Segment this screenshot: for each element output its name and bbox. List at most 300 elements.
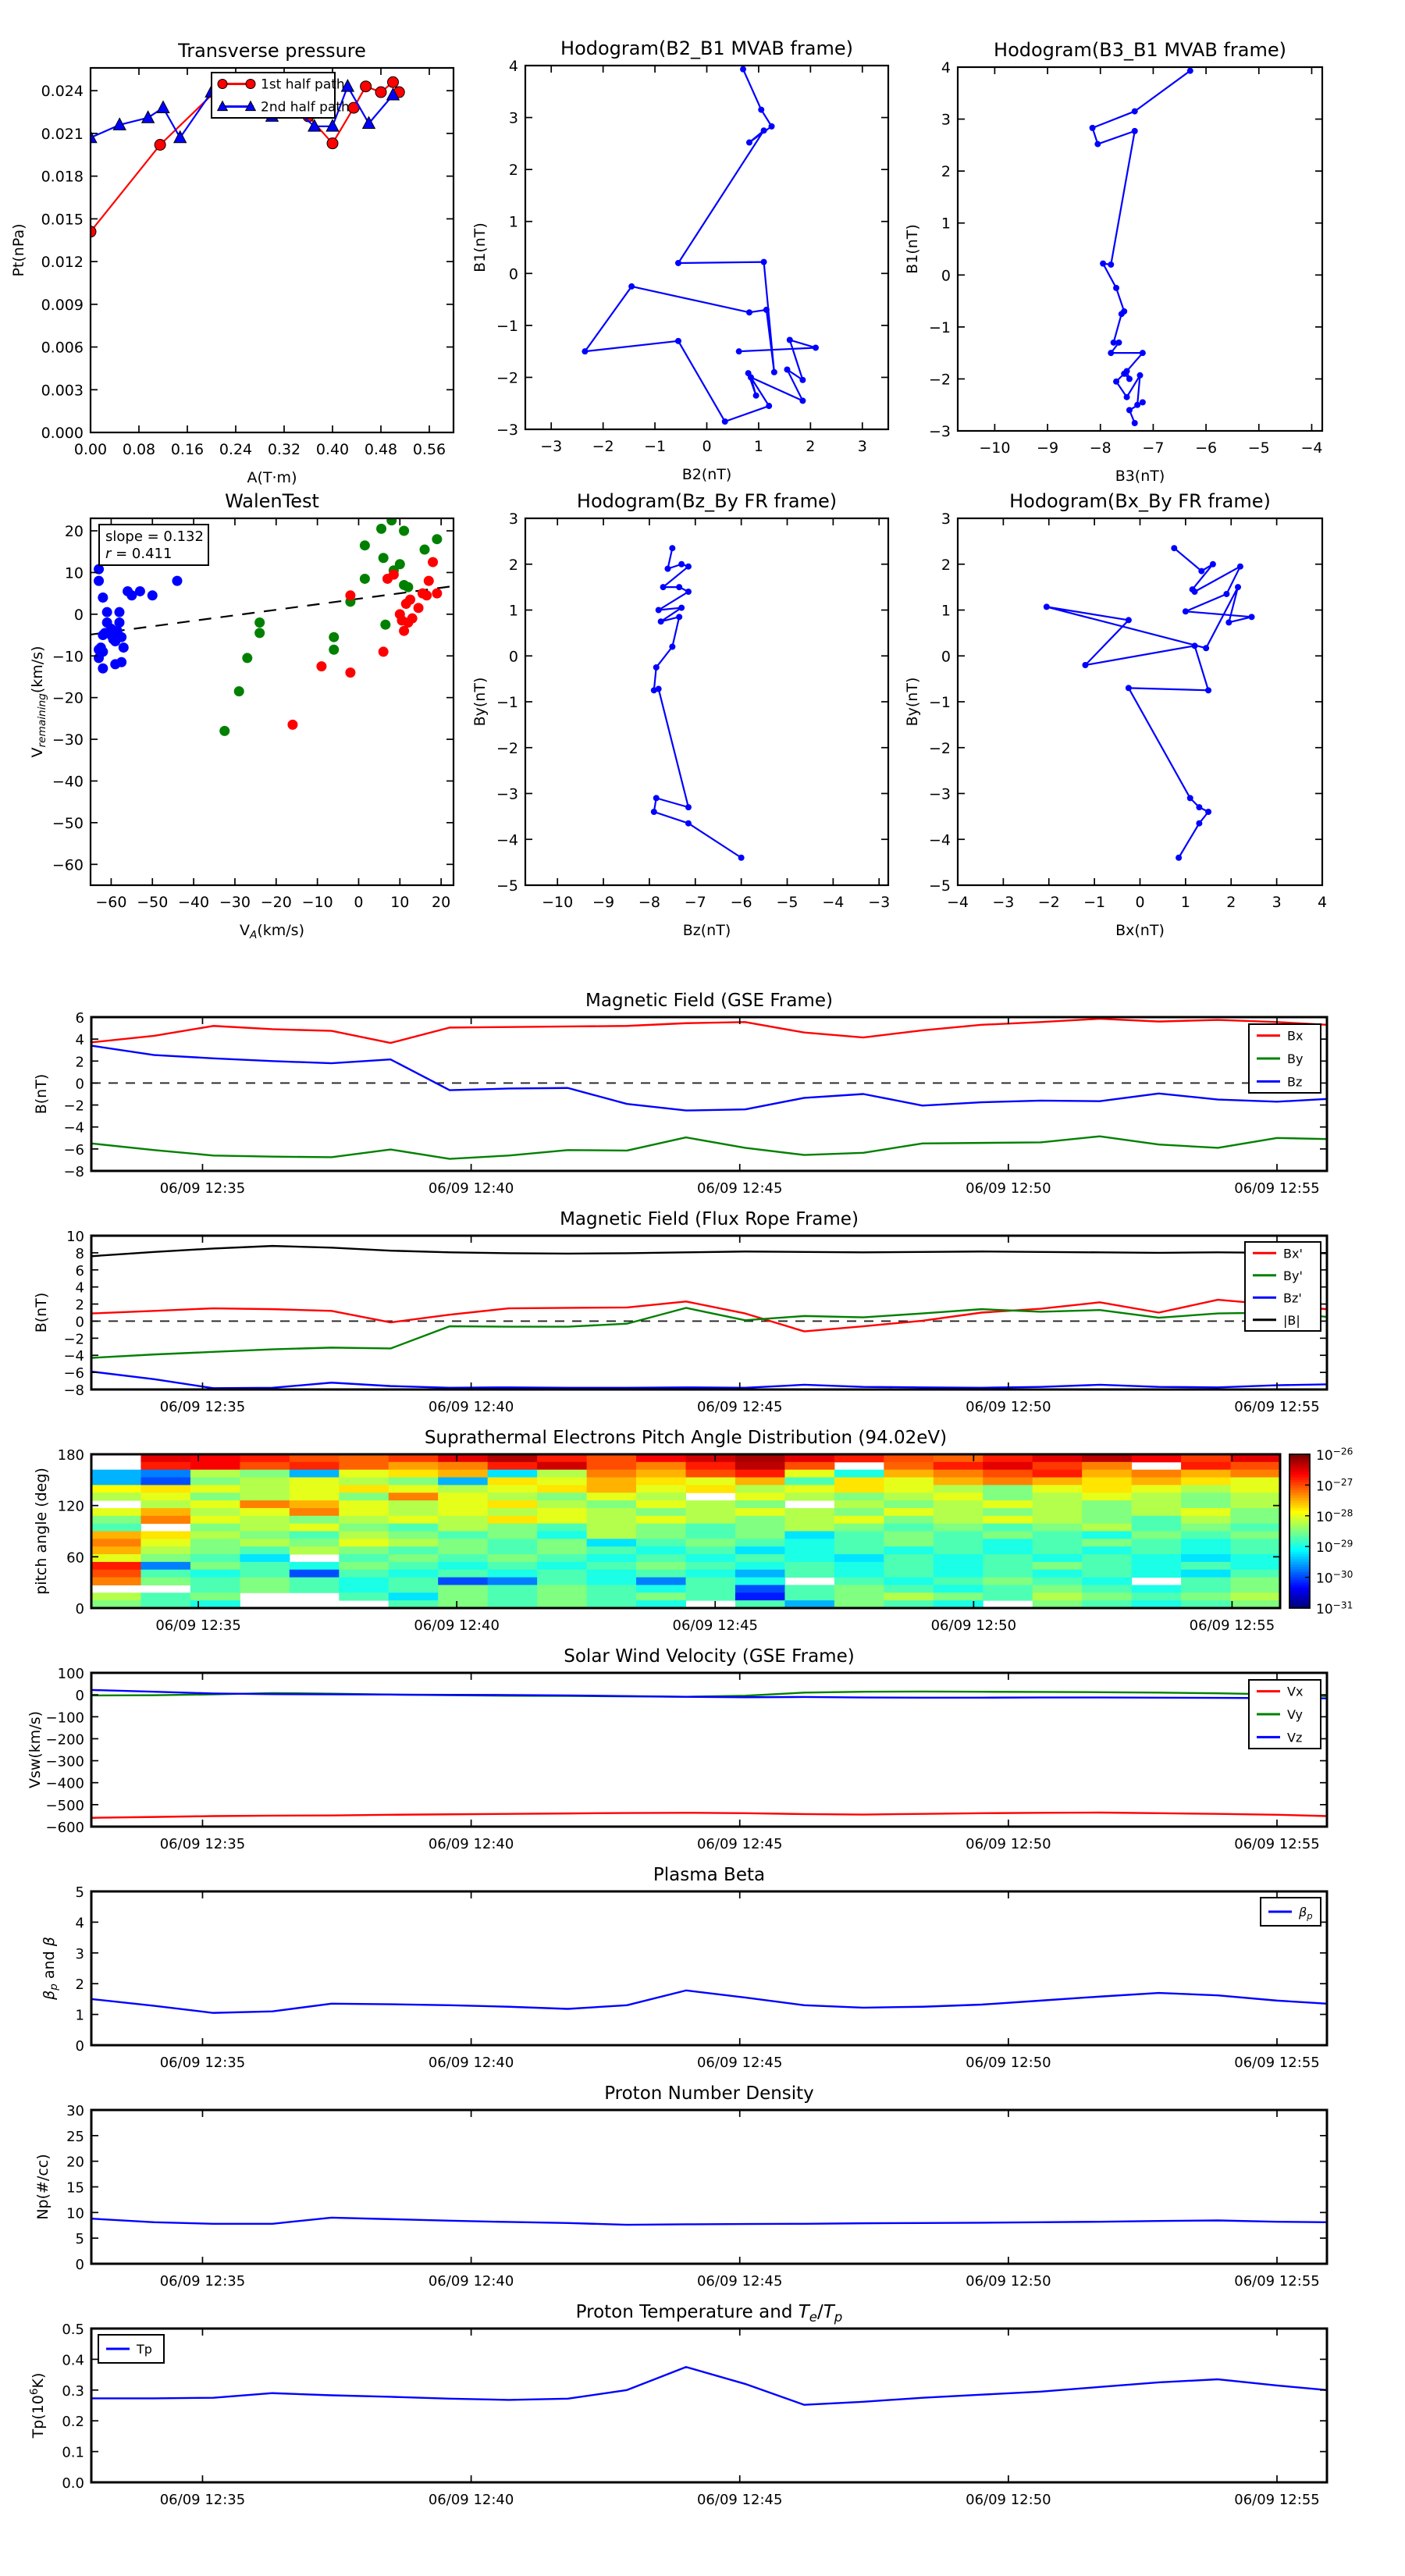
heatmap-cell — [389, 1454, 439, 1462]
y-tick-label: −10 — [52, 648, 84, 666]
y-tick-label: 25 — [66, 2128, 84, 2145]
heatmap-cell — [190, 1570, 240, 1578]
heatmap-cell — [537, 1578, 587, 1585]
marker-dot — [653, 795, 660, 801]
y-tick-label: −2 — [496, 369, 518, 387]
y-tick-label: 0 — [75, 1688, 84, 1705]
x-tick-label: 06/09 12:35 — [159, 2273, 246, 2290]
heatmap-cell — [636, 1516, 686, 1524]
scatter-point-green-cluster — [399, 526, 409, 536]
x-tick-label: 0 — [354, 894, 364, 911]
y-tick-label: −2 — [63, 1331, 84, 1348]
heatmap-cell — [290, 1478, 340, 1485]
marker-dot — [1203, 645, 1209, 651]
axes-frame — [91, 1891, 1327, 2045]
scatter-point-green-cluster — [376, 524, 386, 534]
heatmap-cell — [735, 1470, 785, 1478]
y-tick-label: 2 — [75, 1976, 84, 1994]
annotation-line: slope = 0.132 — [105, 528, 204, 545]
heatmap-cell — [983, 1532, 1033, 1539]
heatmap-cell — [1231, 1454, 1281, 1462]
heatmap-cell — [389, 1524, 439, 1532]
heatmap-cell — [1181, 1516, 1231, 1524]
scatter-point-green-cluster — [254, 628, 265, 638]
scatter-point-blue-cluster — [116, 657, 126, 667]
legend-label: Bx — [1287, 1028, 1304, 1044]
heatmap-cell — [190, 1546, 240, 1554]
heatmap-cell — [488, 1485, 538, 1493]
heatmap-cell — [190, 1585, 240, 1592]
x-axis-label: $V_A(km/s)$ — [240, 922, 304, 942]
legend-label: 2nd half path — [261, 99, 350, 116]
heatmap-cell — [636, 1478, 686, 1485]
heatmap-cell — [934, 1539, 984, 1546]
heatmap-cell — [290, 1539, 340, 1546]
colorbar-tick-label: $10^{-28}$ — [1316, 1507, 1353, 1525]
heatmap-cell — [190, 1508, 240, 1516]
y-axis-label: Pt(nPa) — [10, 223, 27, 277]
heatmap-cell — [686, 1516, 736, 1524]
axes-frame — [91, 518, 454, 885]
x-tick-label: −2 — [1037, 894, 1060, 911]
heatmap-cell — [1033, 1485, 1083, 1493]
scatter-point-blue-cluster — [98, 592, 108, 603]
heatmap-cell — [488, 1585, 538, 1592]
y-tick-label: −3 — [496, 422, 518, 439]
chart-proton-temperature — [28, 2302, 1327, 2508]
chart-mag-fr — [33, 1209, 1327, 1415]
heatmap-cell — [686, 1539, 736, 1546]
chart-title: Solar Wind Velocity (GSE Frame) — [564, 1646, 855, 1667]
y-tick-label: 0 — [75, 2257, 84, 2273]
heatmap-cell — [983, 1478, 1033, 1485]
y-tick-label: 0.006 — [41, 339, 84, 357]
chart-title: WalenTest — [225, 490, 319, 512]
y-axis-label: B1(nT) — [904, 224, 921, 274]
heatmap-cell — [636, 1470, 686, 1478]
heatmap-cell — [735, 1554, 785, 1562]
series-line-by-prime — [91, 1308, 1327, 1357]
y-tick-label: 0.009 — [41, 296, 84, 314]
x-tick-label: −9 — [592, 894, 615, 911]
y-tick-label: 2 — [75, 1054, 84, 1071]
x-tick-label: 06/09 12:40 — [428, 2273, 514, 2290]
x-tick-label: 06/09 12:35 — [159, 2055, 246, 2071]
marker-dot — [1115, 340, 1122, 346]
heatmap-cell — [834, 1570, 884, 1578]
marker-dot — [1126, 407, 1133, 413]
y-tick-label: 0.021 — [41, 125, 84, 143]
scatter-point-blue-cluster — [114, 607, 124, 617]
x-axis-label: A(T⋅m) — [247, 469, 297, 486]
y-tick-label: 0.1 — [62, 2444, 84, 2461]
heatmap-cell — [1132, 1500, 1182, 1508]
heatmap-cell — [884, 1470, 934, 1478]
heatmap-cell — [1181, 1578, 1231, 1585]
y-axis-label: B1(nT) — [471, 222, 489, 272]
heatmap-cell — [934, 1493, 984, 1500]
heatmap-cell — [1181, 1524, 1231, 1532]
heatmap-cell — [339, 1532, 389, 1539]
chart-solar-wind-velocity — [27, 1646, 1327, 1852]
y-tick-label: 5 — [75, 1884, 84, 1901]
heatmap-cell — [389, 1539, 439, 1546]
heatmap-cell — [884, 1485, 934, 1493]
heatmap-cell — [488, 1546, 538, 1554]
heatmap-cell — [636, 1454, 686, 1462]
heatmap-cell — [1132, 1562, 1182, 1570]
heatmap-cell — [784, 1462, 834, 1470]
y-tick-label: 4 — [941, 59, 951, 76]
heatmap-cell — [686, 1462, 736, 1470]
heatmap-cell — [983, 1493, 1033, 1500]
heatmap-cell — [784, 1454, 834, 1462]
chart-plasma-beta — [41, 1865, 1327, 2071]
heatmap-cell — [735, 1578, 785, 1585]
heatmap-cell — [389, 1500, 439, 1508]
chart-title: Proton Number Density — [604, 2083, 814, 2104]
x-tick-label: 10 — [390, 894, 410, 911]
heatmap-cell — [91, 1478, 141, 1485]
heatmap-cell — [1033, 1554, 1083, 1562]
marker-dot — [685, 564, 692, 570]
y-tick-label: 1 — [75, 2007, 84, 2024]
y-tick-label: 10 — [66, 2205, 84, 2222]
heatmap-cell — [983, 1454, 1033, 1462]
heatmap-cell — [983, 1546, 1033, 1554]
heatmap-cell — [686, 1585, 736, 1592]
x-tick-label: −7 — [684, 894, 706, 911]
heatmap-cell — [1181, 1462, 1231, 1470]
heatmap-cell — [537, 1539, 587, 1546]
marker-dot — [746, 309, 752, 315]
heatmap-cell — [438, 1508, 488, 1516]
heatmap-cell — [884, 1585, 934, 1592]
heatmap-cell — [1033, 1532, 1083, 1539]
x-tick-label: −3 — [868, 894, 891, 911]
x-tick-label: 06/09 12:45 — [696, 2273, 783, 2290]
heatmap-cell — [537, 1570, 587, 1578]
heatmap-cell — [240, 1554, 290, 1562]
heatmap-cell — [190, 1478, 240, 1485]
heatmap-cell — [1033, 1500, 1083, 1508]
chart-walen-test — [29, 490, 454, 941]
y-tick-label: −6 — [63, 1141, 84, 1158]
marker-dot — [748, 374, 754, 380]
heatmap-cell — [1231, 1562, 1281, 1570]
scatter-point-blue-cluster — [94, 653, 104, 663]
heatmap-cell — [735, 1546, 785, 1554]
heatmap-cell — [339, 1516, 389, 1524]
heatmap-cell — [587, 1454, 637, 1462]
y-tick-label: −50 — [52, 814, 84, 832]
heatmap-cell — [140, 1546, 190, 1554]
x-tick-label: 06/09 12:35 — [159, 1180, 246, 1197]
scatter-point-blue-cluster — [114, 617, 124, 628]
x-tick-label: 06/09 12:50 — [966, 2055, 1051, 2071]
heatmap-cell — [1181, 1470, 1231, 1478]
series-line-beta-p — [91, 1991, 1327, 2013]
marker-dot — [669, 545, 675, 551]
y-tick-label: −5 — [496, 877, 518, 895]
marker-dot — [664, 566, 670, 572]
x-tick-label: 06/09 12:50 — [966, 1836, 1051, 1852]
x-tick-label: 06/09 12:50 — [966, 1180, 1051, 1197]
chart-title: Proton Temperature and $T_e/T_p$ — [575, 2302, 843, 2325]
y-tick-label: 0 — [75, 1601, 84, 1617]
plot-area — [582, 66, 819, 425]
x-tick-label: −1 — [1083, 894, 1106, 911]
heatmap-cell — [290, 1585, 340, 1592]
heatmap-cell — [488, 1524, 538, 1532]
heatmap-cell — [1181, 1485, 1231, 1493]
heatmap-cell — [934, 1478, 984, 1485]
heatmap-cell — [1231, 1554, 1281, 1562]
heatmap-cell — [290, 1500, 340, 1508]
marker-dot — [799, 397, 806, 404]
y-tick-label: 0.003 — [41, 382, 84, 400]
marker-dot — [787, 336, 793, 343]
x-tick-label: 06/09 12:40 — [428, 1399, 514, 1415]
marker-dot — [1187, 795, 1193, 801]
marker-dot — [753, 393, 759, 399]
y-tick-label: 0.015 — [41, 211, 84, 229]
heatmap-cell — [1082, 1524, 1132, 1532]
heatmap-cell — [1033, 1562, 1083, 1570]
x-tick-label: −7 — [1142, 439, 1165, 457]
heatmap-cell — [1082, 1585, 1132, 1592]
scatter-point-red-cluster — [316, 661, 326, 671]
chart-title: Magnetic Field (GSE Frame) — [585, 991, 833, 1011]
heatmap-cell — [1132, 1516, 1182, 1524]
heatmap-cell — [884, 1524, 934, 1532]
heatmap-cell — [636, 1485, 686, 1493]
x-tick-label: 06/09 12:45 — [696, 1836, 783, 1852]
heatmap-cell — [339, 1585, 389, 1592]
heatmap-cell — [587, 1508, 637, 1516]
x-tick-label: −9 — [1037, 439, 1059, 457]
heatmap-cell — [1132, 1592, 1182, 1600]
heatmap-cell — [389, 1508, 439, 1516]
y-tick-label: 4 — [508, 58, 518, 75]
x-tick-label: −3 — [992, 894, 1015, 911]
y-tick-label: 20 — [66, 2154, 84, 2171]
scatter-point-green-cluster — [329, 645, 339, 655]
heatmap-cell — [438, 1470, 488, 1478]
y-tick-label: 5 — [75, 2231, 84, 2248]
marker-dot — [1126, 375, 1133, 382]
heatmap-cell — [934, 1592, 984, 1600]
scatter-point-red-cluster — [389, 570, 399, 580]
heatmap-cell — [91, 1470, 141, 1478]
heatmap-cell — [636, 1539, 686, 1546]
series-line-bz-prime — [91, 1372, 1327, 1388]
scatter-point-green-cluster — [242, 653, 252, 663]
y-tick-label: 0 — [508, 648, 518, 666]
heatmap-cell — [735, 1485, 785, 1493]
marker-dot — [675, 338, 681, 344]
y-tick-label: 15 — [66, 2179, 84, 2197]
marker-triangle — [326, 119, 339, 131]
x-tick-label: 06/09 12:50 — [966, 2273, 1051, 2290]
x-tick-label: 06/09 12:55 — [1234, 2492, 1320, 2508]
x-tick-label: 06/09 12:50 — [966, 2492, 1051, 2508]
marker-dot — [763, 307, 770, 313]
heatmap-cell — [834, 1592, 884, 1600]
heatmap-cell — [1033, 1462, 1083, 1470]
heatmap-cell — [488, 1592, 538, 1600]
heatmap-cell — [91, 1508, 141, 1516]
marker-circle — [375, 87, 386, 98]
heatmap-cell — [140, 1485, 190, 1493]
chart-title: Magnetic Field (Flux Rope Frame) — [560, 1209, 859, 1229]
chart-title: Hodogram(Bz_By FR frame) — [576, 490, 838, 512]
heatmap-cell — [834, 1539, 884, 1546]
marker-dot — [1132, 109, 1138, 115]
colorbar-tick-label: $10^{-30}$ — [1316, 1569, 1353, 1587]
marker-dot — [685, 804, 692, 810]
scatter-point-red-cluster — [345, 667, 355, 678]
heatmap-cell — [339, 1524, 389, 1532]
x-tick-label: −10 — [542, 894, 574, 911]
heatmap-cell — [636, 1546, 686, 1554]
heatmap-cell — [934, 1516, 984, 1524]
heatmap-cell — [240, 1524, 290, 1532]
heatmap-cell — [834, 1585, 884, 1592]
heatmap-cell — [1082, 1554, 1132, 1562]
heatmap-cell — [190, 1562, 240, 1570]
heatmap-cell — [983, 1592, 1033, 1600]
y-axis-label: By(nT) — [471, 677, 489, 727]
heatmap-cell — [389, 1578, 439, 1585]
y-tick-label: 1 — [508, 602, 518, 620]
heatmap-cell — [438, 1592, 488, 1600]
heatmap-cell — [587, 1493, 637, 1500]
y-axis-label: B(nT) — [33, 1073, 50, 1115]
heatmap-cell — [488, 1462, 538, 1470]
colorbar-tick-label: $10^{-27}$ — [1316, 1476, 1353, 1495]
heatmap-cell — [587, 1592, 637, 1600]
scatter-point-green-cluster — [395, 559, 405, 569]
scatter-point-red-cluster — [345, 590, 355, 600]
marker-dot — [1196, 804, 1202, 810]
plot-area — [91, 1690, 1327, 1818]
heatmap-cell — [784, 1562, 834, 1570]
heatmap-cell — [240, 1570, 290, 1578]
marker-dot — [1205, 687, 1211, 693]
marker-dot — [1205, 809, 1211, 815]
heatmap-cell — [834, 1493, 884, 1500]
legend-label: Vz — [1287, 1730, 1303, 1745]
y-tick-label: 2 — [508, 162, 518, 180]
heatmap-cell — [834, 1532, 884, 1539]
heatmap-cell — [438, 1516, 488, 1524]
heatmap-cell — [983, 1524, 1033, 1532]
heatmap-cell — [438, 1570, 488, 1578]
scatter-point-red-cluster — [287, 720, 297, 730]
y-tick-label: −20 — [52, 689, 84, 707]
heatmap-cell — [537, 1524, 587, 1532]
heatmap-cell — [190, 1516, 240, 1524]
heatmap-cell — [784, 1532, 834, 1539]
heatmap-cell — [240, 1485, 290, 1493]
heatmap-cell — [438, 1478, 488, 1485]
series-line-bx-by-path — [1047, 548, 1252, 858]
heatmap-cell — [339, 1470, 389, 1478]
heatmap-cell — [240, 1578, 290, 1585]
y-tick-label: 30 — [66, 2103, 84, 2119]
heatmap-cell — [1231, 1524, 1281, 1532]
heatmap-cell — [240, 1532, 290, 1539]
y-axis-label: B(nT) — [33, 1292, 50, 1333]
marker-dot — [1100, 261, 1106, 267]
heatmap-cell — [636, 1585, 686, 1592]
heatmap-cell — [636, 1532, 686, 1539]
x-tick-label: 06/09 12:40 — [428, 1836, 514, 1852]
heatmap-cell — [339, 1462, 389, 1470]
heatmap-cell — [190, 1462, 240, 1470]
x-tick-label: 06/09 12:50 — [930, 1617, 1017, 1634]
heatmap-cell — [784, 1493, 834, 1500]
heatmap-cell — [1181, 1478, 1231, 1485]
x-tick-label: −8 — [1089, 439, 1112, 457]
heatmap-cell — [438, 1554, 488, 1562]
y-tick-label: −3 — [928, 785, 951, 803]
scatter-point-red-cluster — [428, 557, 438, 568]
heatmap-cell — [339, 1500, 389, 1508]
heatmap-cell — [240, 1516, 290, 1524]
heatmap-cell — [735, 1532, 785, 1539]
heatmap-cell — [587, 1546, 637, 1554]
heatmap-cell — [587, 1570, 637, 1578]
y-tick-label: 60 — [66, 1550, 84, 1567]
heatmap-cell — [290, 1454, 340, 1462]
marker-dot — [1108, 262, 1114, 268]
heatmap-cell — [636, 1562, 686, 1570]
marker-dot — [1225, 619, 1232, 625]
heatmap-cell — [339, 1454, 389, 1462]
y-tick-label: −8 — [63, 1164, 84, 1180]
chart-mag-gse — [33, 991, 1327, 1197]
heatmap-cell — [339, 1570, 389, 1578]
scatter-point-blue-cluster — [102, 607, 112, 617]
heatmap-cell — [488, 1454, 538, 1462]
heatmap-cell — [389, 1462, 439, 1470]
series-line-np — [91, 2218, 1327, 2225]
heatmap-cell — [140, 1454, 190, 1462]
x-tick-label: −4 — [822, 894, 845, 911]
x-tick-label: 06/09 12:55 — [1234, 1399, 1320, 1415]
marker-dot — [656, 607, 662, 614]
heatmap-cell — [784, 1485, 834, 1493]
marker-dot — [740, 66, 746, 73]
heatmap-cell — [91, 1562, 141, 1570]
heatmap-cell — [784, 1524, 834, 1532]
heatmap-cell — [1231, 1478, 1281, 1485]
heatmap-cell — [587, 1539, 637, 1546]
heatmap-cell — [140, 1539, 190, 1546]
x-tick-label: 06/09 12:35 — [159, 1399, 246, 1415]
heatmap-cell — [438, 1532, 488, 1539]
heatmap-cell — [784, 1570, 834, 1578]
x-tick-label: −60 — [95, 894, 127, 911]
heatmap-cell — [983, 1539, 1033, 1546]
marker-dot — [653, 664, 660, 671]
y-tick-label: −1 — [496, 317, 518, 335]
heatmap-cell — [1231, 1508, 1281, 1516]
x-tick-label: −20 — [260, 894, 292, 911]
heatmap-cell — [636, 1592, 686, 1600]
